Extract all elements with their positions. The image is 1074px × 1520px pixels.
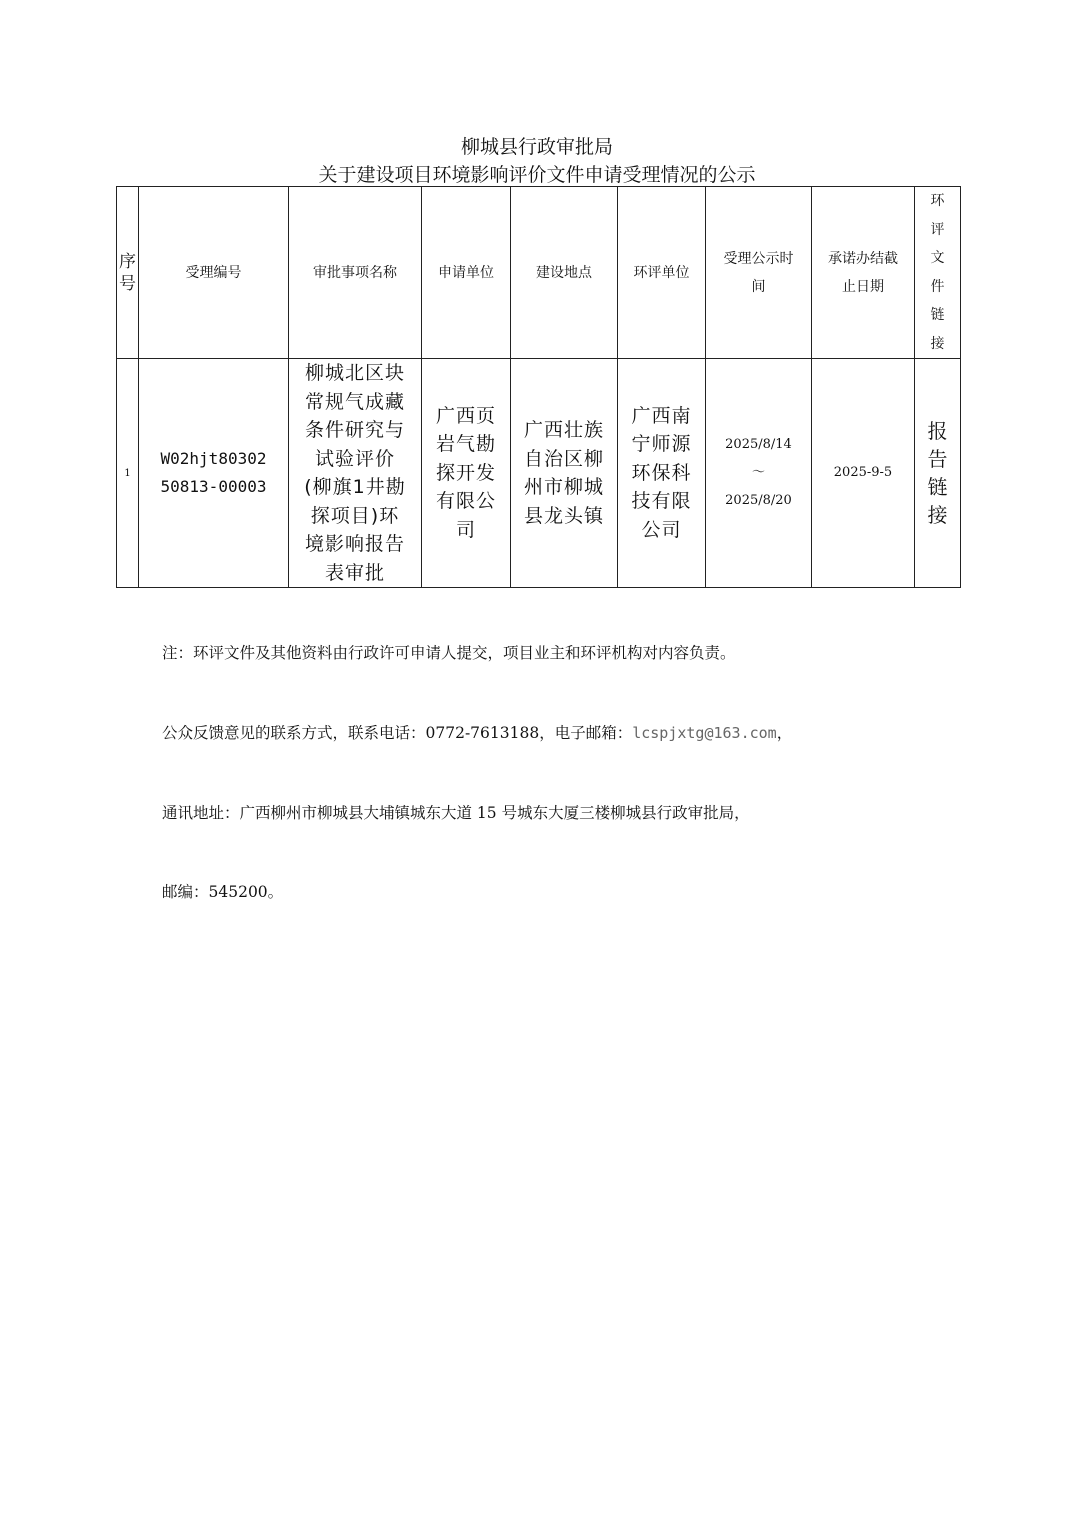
contact-text: 公众反馈意见的联系方式，联系电话：0772-7613188，电子邮箱： <box>162 724 633 742</box>
header-accept-no: 受理编号 <box>139 187 289 359</box>
cell-applicant: 广西页 岩气勘 探开发 有限公 司 <box>422 359 511 588</box>
cell-deadline: 2025-9-5 <box>812 359 915 588</box>
header-seq: 序 号 <box>117 187 139 359</box>
contact-suffix: ， <box>776 724 793 742</box>
publicity-table <box>116 186 961 588</box>
header-location: 建设地点 <box>511 187 618 359</box>
header-link: 环 评 文 件 链 接 <box>915 187 961 359</box>
cell-publicity-time: 2025/8/14 ～ 2025/8/20 <box>706 359 812 588</box>
report-link[interactable]: 报 告 链 接 <box>915 359 961 588</box>
cell-eia-unit: 广西南 宁师源 环保科 技有限 公司 <box>618 359 706 588</box>
email-link[interactable]: lcspjxtg@163.com <box>632 724 777 742</box>
document-title: 柳城县行政审批局 <box>460 136 613 158</box>
cell-item-name: 柳城北区块 常规气成藏 条件研究与 试验评价 (柳旗1井勘 探项目)环 境影响报告 表审批 <box>289 359 422 588</box>
cell-location: 广西壮族 自治区柳 州市柳城 县龙头镇 <box>511 359 618 588</box>
note-postcode: 邮编：545200。 <box>162 883 284 901</box>
note-contact <box>162 721 792 743</box>
note-address: 通讯地址：广西柳州市柳城县大埔镇城东大道 15 号城东大厦三楼柳城县行政审批局， <box>162 804 750 822</box>
table-header-row <box>117 187 961 359</box>
document-subtitle: 关于建设项目环境影响评价文件申请受理情况的公示 <box>318 164 756 186</box>
cell-seq: 1 <box>117 359 139 588</box>
header-eia-unit: 环评单位 <box>618 187 706 359</box>
header-deadline: 承诺办结截 止日期 <box>812 187 915 359</box>
table-row <box>117 359 961 588</box>
cell-accept-no: W02hjt80302 50813-00003 <box>139 359 289 588</box>
note-disclaimer: 注：环评文件及其他资料由行政许可申请人提交，项目业主和环评机构对内容负责。 <box>162 644 736 662</box>
header-applicant: 申请单位 <box>422 187 511 359</box>
header-publicity-time: 受理公示时 间 <box>706 187 812 359</box>
header-item-name: 审批事项名称 <box>289 187 422 359</box>
